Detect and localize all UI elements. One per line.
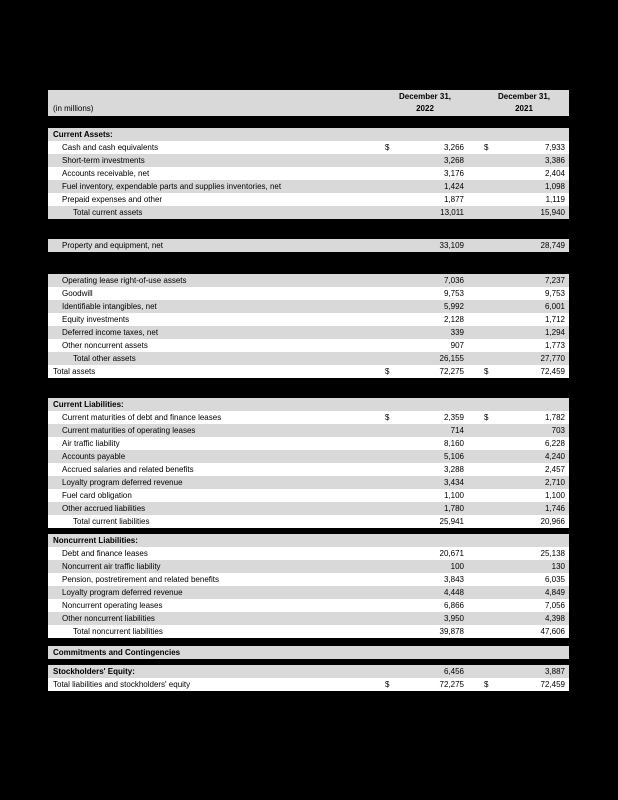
value-2022: 1,877	[443, 195, 464, 204]
value-2021: 1,098	[544, 182, 565, 191]
value-2021: 1,119	[545, 195, 565, 204]
value-2022: 3,266	[443, 143, 464, 152]
table-row	[48, 599, 569, 612]
value-2021: 6,228	[544, 439, 565, 448]
currency-symbol-2021: $	[484, 413, 489, 422]
value-2021: 703	[551, 426, 565, 435]
value-2021: 1,782	[544, 413, 565, 422]
value-2022: 72,275	[439, 680, 464, 689]
row-label: Total noncurrent liabilities	[73, 627, 163, 636]
value-2021: 15,940	[540, 208, 565, 217]
value-2021: 130	[551, 562, 565, 571]
table-row	[48, 326, 569, 339]
value-2022: 3,843	[443, 575, 464, 584]
value-2021: 2,404	[544, 169, 565, 178]
table-row	[48, 398, 569, 411]
table-row	[48, 180, 569, 193]
row-label: Current Assets:	[53, 130, 113, 139]
table-header	[48, 90, 569, 116]
table-row	[48, 502, 569, 515]
row-label: Other noncurrent liabilities	[62, 614, 155, 623]
table-row	[48, 665, 569, 678]
value-2022: 6,456	[443, 667, 464, 676]
row-label: Property and equipment, net	[62, 241, 163, 250]
value-2021: 1,100	[544, 491, 565, 500]
table-row	[48, 463, 569, 476]
value-2022: 26,155	[439, 354, 464, 363]
row-label: Other accrued liabilities	[62, 504, 146, 513]
row-label: Noncurrent air traffic liability	[62, 562, 161, 571]
table-row	[48, 586, 569, 599]
value-2021: 9,753	[544, 289, 565, 298]
table-row	[48, 313, 569, 326]
row-label: Other noncurrent assets	[62, 341, 148, 350]
section-property-equipment	[48, 239, 569, 252]
table-row	[48, 274, 569, 287]
value-2022: 1,424	[443, 182, 464, 191]
table-row	[48, 167, 569, 180]
value-2021: 25,138	[540, 549, 565, 558]
row-label: Commitments and Contingencies	[53, 648, 181, 657]
value-2021: 1,746	[544, 504, 565, 513]
value-2022: 8,160	[443, 439, 464, 448]
row-label: Equity investments	[62, 315, 130, 324]
currency-symbol-2022: $	[385, 367, 390, 376]
row-label: Goodwill	[62, 289, 93, 298]
currency-symbol-2021: $	[484, 143, 489, 152]
value-2022: 3,434	[443, 478, 464, 487]
row-label: Air traffic liability	[62, 439, 120, 448]
row-label: Fuel card obligation	[62, 491, 132, 500]
table-row	[48, 646, 569, 659]
value-2021: 1,712	[544, 315, 565, 324]
value-2022: 2,359	[443, 413, 464, 422]
value-2021: 27,770	[540, 354, 565, 363]
section-stockholders-equity	[48, 665, 569, 691]
value-2022: 3,288	[443, 465, 464, 474]
table-row	[48, 476, 569, 489]
section-current-assets	[48, 128, 569, 219]
value-2022: 33,109	[439, 241, 464, 250]
value-2022: 100	[450, 562, 464, 571]
table-row	[48, 206, 569, 219]
table-row	[48, 352, 569, 365]
table-row	[48, 424, 569, 437]
value-2021: 28,749	[540, 241, 565, 250]
value-2021: 3,386	[544, 156, 565, 165]
row-label: Total current liabilities	[73, 517, 150, 526]
table-row	[48, 437, 569, 450]
row-label: Pension, postretirement and related benefits	[62, 575, 219, 584]
table-row	[48, 547, 569, 560]
row-label: Noncurrent Liabilities:	[53, 536, 138, 545]
value-2022: 714	[450, 426, 464, 435]
table-row	[48, 560, 569, 573]
table-row	[48, 193, 569, 206]
row-label: Loyalty program deferred revenue	[62, 588, 183, 597]
row-label: Fuel inventory, expendable parts and supplies inventories, net	[62, 182, 282, 191]
row-label: Total other assets	[73, 354, 136, 363]
table-row	[48, 141, 569, 154]
column-header-2022	[385, 91, 465, 115]
table-row	[48, 612, 569, 625]
value-2022: 72,275	[439, 367, 464, 376]
value-2021: 4,240	[544, 452, 565, 461]
value-2021: 1,294	[544, 328, 565, 337]
row-label: Current maturities of operating leases	[62, 426, 196, 435]
table-row	[48, 489, 569, 502]
value-2021: 1,773	[544, 341, 565, 350]
table-row	[48, 300, 569, 313]
table-row	[48, 411, 569, 424]
unit-label: (in millions)	[53, 104, 94, 113]
value-2022: 3,176	[443, 169, 464, 178]
table-row	[48, 365, 569, 378]
row-label: Current Liabilities:	[53, 400, 124, 409]
value-2022: 3,950	[443, 614, 464, 623]
value-2022: 3,268	[443, 156, 464, 165]
value-2022: 1,100	[443, 491, 464, 500]
row-label: Total assets	[53, 367, 96, 376]
row-label: Cash and cash equivalents	[62, 143, 159, 152]
section-current-liabilities	[48, 398, 569, 528]
value-2021: 72,459	[540, 680, 565, 689]
value-2022: 339	[450, 328, 464, 337]
value-2022: 20,671	[439, 549, 464, 558]
value-2022: 1,780	[443, 504, 464, 513]
value-2022: 25,941	[439, 517, 464, 526]
value-2021: 7,056	[544, 601, 565, 610]
table-row	[48, 573, 569, 586]
value-2021: 72,459	[540, 367, 565, 376]
row-label: Current maturities of debt and finance leases	[62, 413, 222, 422]
row-label: Short-term investments	[62, 156, 145, 165]
value-2021: 3,887	[544, 667, 565, 676]
value-2022: 907	[450, 341, 464, 350]
table-row	[48, 515, 569, 528]
table-row	[48, 625, 569, 638]
row-label: Deferred income taxes, net	[62, 328, 159, 337]
table-row	[48, 287, 569, 300]
section-commitments	[48, 646, 569, 659]
value-2022: 5,992	[443, 302, 464, 311]
value-2022: 5,106	[443, 452, 464, 461]
column-header-2021	[484, 91, 564, 115]
table-row	[48, 239, 569, 252]
value-2021: 2,710	[544, 478, 565, 487]
row-label: Operating lease right-of-use assets	[62, 276, 187, 285]
row-label: Stockholders' Equity:	[53, 667, 135, 676]
column-header-2021-line1: December 31,	[497, 92, 551, 101]
table-row	[48, 339, 569, 352]
column-header-2022-line1: December 31,	[398, 92, 452, 101]
value-2021: 20,966	[540, 517, 565, 526]
row-label: Prepaid expenses and other	[62, 195, 163, 204]
row-label: Accrued salaries and related benefits	[62, 465, 194, 474]
value-2021: 6,035	[544, 575, 565, 584]
value-2022: 6,866	[443, 601, 464, 610]
value-2021: 47,606	[540, 627, 565, 636]
value-2021: 7,237	[544, 276, 565, 285]
row-label: Accounts payable	[62, 452, 126, 461]
column-header-2022-line2: 2022	[416, 104, 434, 113]
row-label: Loyalty program deferred revenue	[62, 478, 183, 487]
row-label: Identifiable intangibles, net	[62, 302, 157, 311]
value-2022: 2,128	[443, 315, 464, 324]
value-2022: 4,448	[443, 588, 464, 597]
currency-symbol-2021: $	[484, 680, 489, 689]
value-2022: 9,753	[443, 289, 464, 298]
currency-symbol-2022: $	[385, 143, 390, 152]
row-label: Noncurrent operating leases	[62, 601, 163, 610]
section-other-assets	[48, 274, 569, 378]
value-2022: 13,011	[440, 208, 464, 217]
section-noncurrent-liabilities	[48, 534, 569, 638]
value-2021: 6,001	[544, 302, 565, 311]
value-2022: 7,036	[443, 276, 464, 285]
currency-symbol-2022: $	[385, 413, 390, 422]
value-2022: 39,878	[439, 627, 464, 636]
row-label: Total liabilities and stockholders' equity	[53, 680, 191, 689]
table-row	[48, 678, 569, 691]
value-2021: 7,933	[544, 143, 565, 152]
value-2021: 4,398	[544, 614, 565, 623]
row-label: Total current assets	[73, 208, 143, 217]
row-label: Debt and finance leases	[62, 549, 148, 558]
currency-symbol-2022: $	[385, 680, 390, 689]
table-row	[48, 534, 569, 547]
table-row	[48, 128, 569, 141]
table-row	[48, 154, 569, 167]
table-row	[48, 450, 569, 463]
column-header-2021-line2: 2021	[515, 104, 533, 113]
currency-symbol-2021: $	[484, 367, 489, 376]
row-label: Accounts receivable, net	[62, 169, 150, 178]
value-2021: 2,457	[544, 465, 565, 474]
value-2021: 4,849	[544, 588, 565, 597]
